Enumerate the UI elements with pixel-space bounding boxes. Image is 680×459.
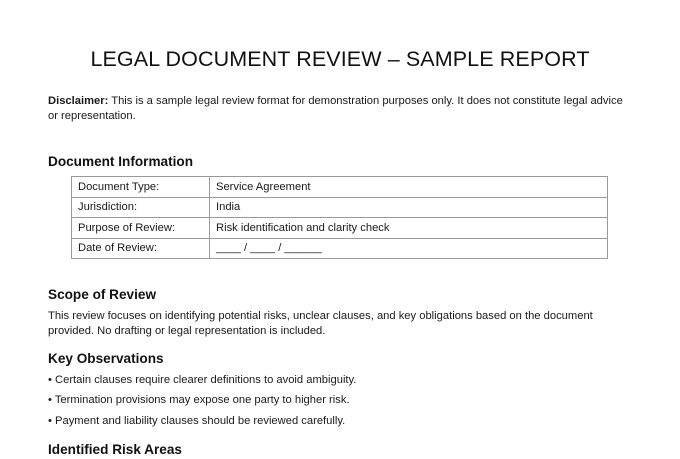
document-information-table: [71, 176, 608, 259]
table-row: [72, 238, 608, 259]
scope-heading: Scope of Review: [48, 287, 157, 302]
row-key: Document Type:: [72, 177, 210, 198]
document-title: LEGAL DOCUMENT REVIEW – SAMPLE REPORT: [90, 47, 590, 71]
table-row: [72, 177, 608, 198]
scope-paragraph: This review focuses on identifying potential risks, unclear clauses, and key obligations based on the document provided. No drafting or legal representation is included.: [48, 310, 593, 337]
key-observations-heading: Key Observations: [48, 351, 164, 366]
observation-item: • Termination provisions may expose one party to higher risk.: [48, 394, 350, 406]
row-value: India: [210, 197, 608, 218]
row-value: Service Agreement: [210, 177, 608, 198]
document-information-heading: Document Information: [48, 154, 193, 169]
observation-item: • Payment and liability clauses should be reviewed carefully.: [48, 415, 346, 427]
table-row: [72, 218, 608, 239]
row-key: Purpose of Review:: [72, 218, 210, 239]
row-key: Date of Review:: [72, 238, 210, 259]
row-key: Jurisdiction:: [72, 197, 210, 218]
disclaimer-label: Disclaimer:: [48, 95, 109, 107]
observation-item: • Certain clauses require clearer definitions to avoid ambiguity.: [48, 374, 357, 386]
disclaimer-text: This is a sample legal review format for demonstration purposes only. It does not constitute legal advice or representation.: [48, 95, 623, 122]
disclaimer-paragraph: [48, 94, 633, 123]
table-row: [72, 197, 608, 218]
identified-risk-areas-heading: Identified Risk Areas: [48, 442, 182, 457]
row-value: Risk identification and clarity check: [210, 218, 608, 239]
row-value: ____ / ____ / ______: [210, 238, 608, 259]
